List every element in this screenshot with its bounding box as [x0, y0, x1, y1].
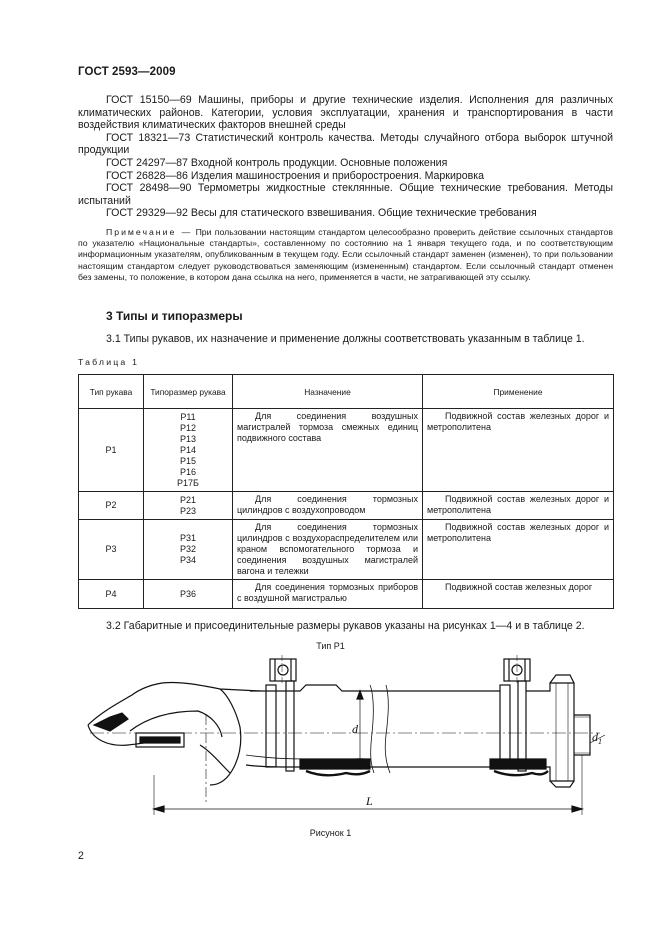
header-application: Применение — [423, 375, 614, 409]
paragraph-3-2: 3.2 Габаритные и присоединительные размеры рукавов указаны на рисунках 1—4 и в таблице 2. — [106, 620, 585, 632]
paragraph-3-1: 3.1 Типы рукавов, их назначение и применение должны соответствовать указанным в таблице 1. — [106, 333, 585, 345]
normative-references — [78, 94, 613, 220]
hose-drawing — [70, 655, 610, 825]
table-row — [79, 409, 614, 492]
header-purpose: Назначение — [233, 375, 423, 409]
note-label: Примечание — — [106, 227, 193, 237]
reference-item: ГОСТ 29329—92 Весы для статического взвешивания. Общие технические требования — [106, 207, 537, 220]
cell-sizes — [144, 409, 233, 492]
header-type: Тип рукава — [79, 375, 144, 409]
size-list: Р31 Р32 Р34 — [179, 533, 196, 565]
table-row — [79, 520, 614, 580]
table-header-row — [79, 375, 614, 409]
reference-item: ГОСТ 28498—90 Термометры жидкостные стеклянные. Общие технические требования. Методы испытаний — [78, 182, 613, 207]
table-caption: Таблица 1 — [78, 357, 140, 367]
cell-application: Подвижной состав железных дорог — [423, 580, 614, 609]
dimension-d1-main: d — [592, 730, 598, 744]
cell-purpose: Для соединения тормозных цилиндров с воздухопроводом — [233, 492, 423, 520]
size-list: Р36 — [179, 588, 196, 599]
header-size: Типоразмер рукава — [144, 375, 233, 409]
reference-item: ГОСТ 18321—73 Статистический контроль качества. Методы случайного отбора выборок штучной продукции — [78, 131, 613, 157]
note-block — [78, 227, 613, 283]
figure-title: Тип Р1 — [316, 641, 345, 651]
dimension-d1-label — [592, 730, 602, 746]
note-text: При пользовании настоящим стандартом целесообразно проверить действие ссылочных стандартов по указателю «Национальные стандарты», составленному по состоянию на 1 января текущего года, и по соответствующим информационным указателям, опубликованным в текущем году. Если ссылочный стандарт заменен (изменен), то при пользовании настоящим стандартом следует руководствоваться заменяющим (измененным) стандартом. Если ссылочный стандарт отменен без замены, то положение, в котором дана ссылка на него, применяется в части, не затрагивающей эту ссылку. — [78, 227, 613, 282]
figure-caption: Рисунок 1 — [309, 828, 352, 838]
dimension-d-label: d — [352, 722, 358, 736]
types-table — [78, 374, 614, 609]
table-row — [79, 580, 614, 609]
cell-type: Р3 — [79, 520, 144, 580]
cell-application: Подвижной состав железных дорог и метрополитена — [423, 409, 614, 492]
dimension-d1-sub: 1 — [598, 737, 602, 746]
cell-purpose: Для соединения тормозных приборов с воздушной магистралью — [233, 580, 423, 609]
reference-item: ГОСТ 24297—87 Входной контроль продукции. Основные положения — [106, 156, 448, 169]
size-list: Р11 Р12 Р13 Р14 Р15 Р16 Р17Б — [177, 412, 199, 488]
document-header: ГОСТ 2593—2009 — [78, 66, 176, 78]
cell-type: Р2 — [79, 492, 144, 520]
cell-application: Подвижной состав железных дорог и метрополитена — [423, 520, 614, 580]
reference-item: ГОСТ 26828—86 Изделия машиностроения и приборостроения. Маркировка — [106, 169, 485, 182]
cell-sizes — [144, 580, 233, 609]
table-row — [79, 492, 614, 520]
page-number: 2 — [78, 850, 84, 862]
dimension-l-label: L — [366, 794, 373, 808]
cell-purpose: Для соединения тормозных цилиндров с воздухораспределителем или краном вспомогательного тормоза и соединения воздушных магистралей вагона и тележки — [233, 520, 423, 580]
cell-type: Р4 — [79, 580, 144, 609]
cell-type: Р1 — [79, 409, 144, 492]
size-list: Р21 Р23 — [179, 494, 196, 516]
cell-sizes — [144, 520, 233, 580]
cell-application: Подвижной состав железных дорог и метрополитена — [423, 492, 614, 520]
cell-purpose: Для соединения воздушных магистралей тормоза смежных единиц подвижного состава — [233, 409, 423, 492]
cell-sizes — [144, 492, 233, 520]
section-title: 3 Типы и типоразмеры — [106, 309, 243, 323]
reference-item: ГОСТ 15150—69 Машины, приборы и другие технические изделия. Исполнения для различных климатических районов. Категории, условия эксплуатации, хранения и транспортирования в части воздействия климатических факторов внешней среды — [78, 94, 613, 132]
